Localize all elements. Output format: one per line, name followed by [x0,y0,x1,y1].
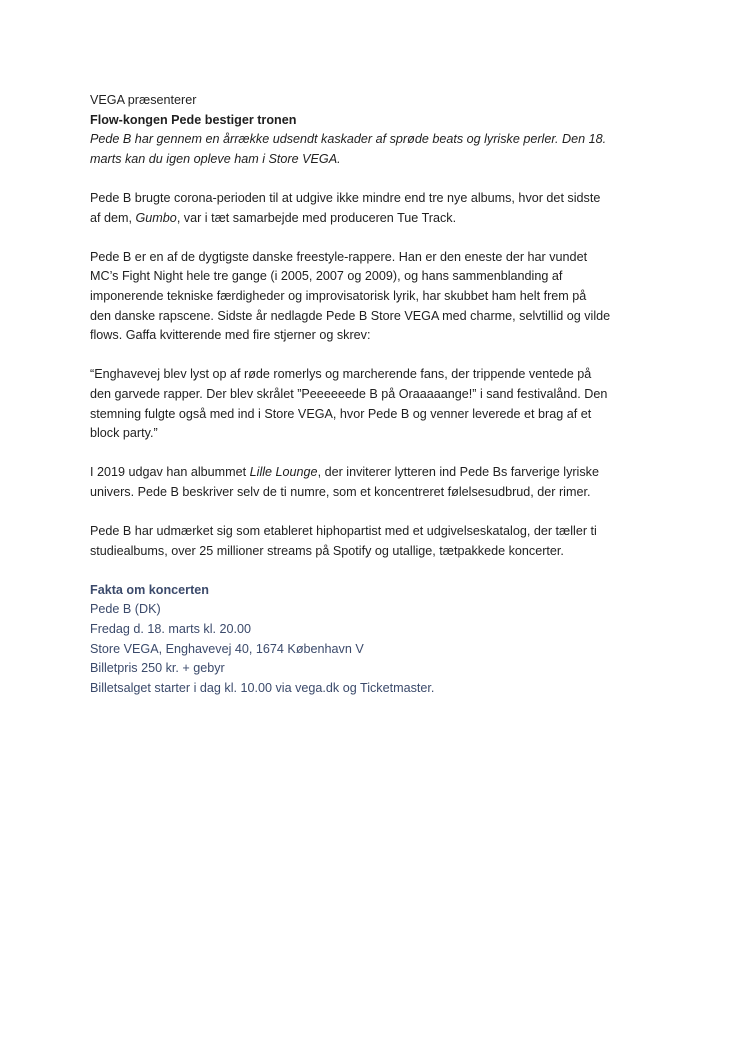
paragraph-catalog [90,522,660,561]
paragraph-line: MC’s Fight Night hele tre gange (i 2005, 2007 og 2009), og hans sammenblanding af [90,269,563,284]
facts-price: Billetpris 250 kr. + gebyr [90,661,225,676]
paragraph-gaffa-quote [90,365,660,443]
text-segment: , var i tæt samarbejde med produceren Tue Track. [176,210,457,225]
paragraph-lille-lounge [90,463,660,502]
paragraph-line [90,463,660,483]
album-title-lille-lounge: Lille Lounge [249,465,318,480]
paragraph-line: Pede B er en af de dygtigste danske freestyle-rappere. Han er den eneste der har vundet [90,249,588,264]
paragraph-corona-albums [90,189,660,228]
facts-block [90,581,660,699]
paragraph-line: univers. Pede B beskriver selv de ti numre, som et koncentreret følelsesudbrud, der rimer. [90,484,591,499]
quote-line: block party.” [90,426,158,441]
paragraph-line: flows. Gaffa kvitterende med fire stjerner og skrev: [90,328,371,343]
quote-line: stemning fulgte også med ind i Store VEGA, hvor Pede B og venner leverede et brag af et [90,406,592,421]
presenter-line: VEGA præsenterer [90,93,197,107]
header-block [90,91,660,169]
facts-artist: Pede B (DK) [90,602,161,617]
paragraph-line [90,209,660,229]
headline: Flow-kongen Pede bestiger tronen [90,112,297,127]
text-segment: , der inviterer lytteren ind Pede Bs farverige lyriske [317,465,599,480]
press-release-document [90,91,660,718]
quote-line: “Enghavevej blev lyst op af røde romerlys og marcherende fans, der trippende ventede på [90,367,592,382]
lead-line-1: Pede B har gennem en årrække udsendt kaskader af sprøde beats og lyriske perler. Den 18. [90,132,607,147]
paragraph-line: studiealbums, over 25 millioner streams på Spotify og utallige, tætpakkede koncerter. [90,543,564,558]
album-title-gumbo: Gumbo [135,210,177,225]
paragraph-line: imponerende tekniske færdigheder og improvisatorisk lyrik, har skubbet ham helt frem på [90,288,587,303]
facts-sale-start: Billetsalget starter i dag kl. 10.00 via vega.dk og Ticketmaster. [90,680,435,695]
facts-heading: Fakta om koncerten [90,582,209,597]
facts-date: Fredag d. 18. marts kl. 20.00 [90,622,252,637]
text-segment: af dem, [90,210,136,225]
text-segment: I 2019 udgav han albummet [90,465,250,480]
lead-line-2: marts kan du igen opleve ham i Store VEGA. [90,151,341,166]
paragraph-freestyle [90,248,660,346]
paragraph-line: Pede B har udmærket sig som etableret hiphopartist med et udgivelseskatalog, der tæller ti [90,524,597,539]
paragraph-line: den danske rapscene. Sidste år nedlagde Pede B Store VEGA med charme, selvtillid og vilde [90,308,611,323]
facts-venue: Store VEGA, Enghavevej 40, 1674 København V [90,641,364,656]
quote-line: den garvede rapper. Der blev skrålet ”Peeeeeede B på Oraaaaange!” i sand festivalånd. Den [90,386,608,401]
paragraph-line: Pede B brugte corona-perioden til at udgive ikke mindre end tre nye albums, hvor det sidste [90,190,601,205]
